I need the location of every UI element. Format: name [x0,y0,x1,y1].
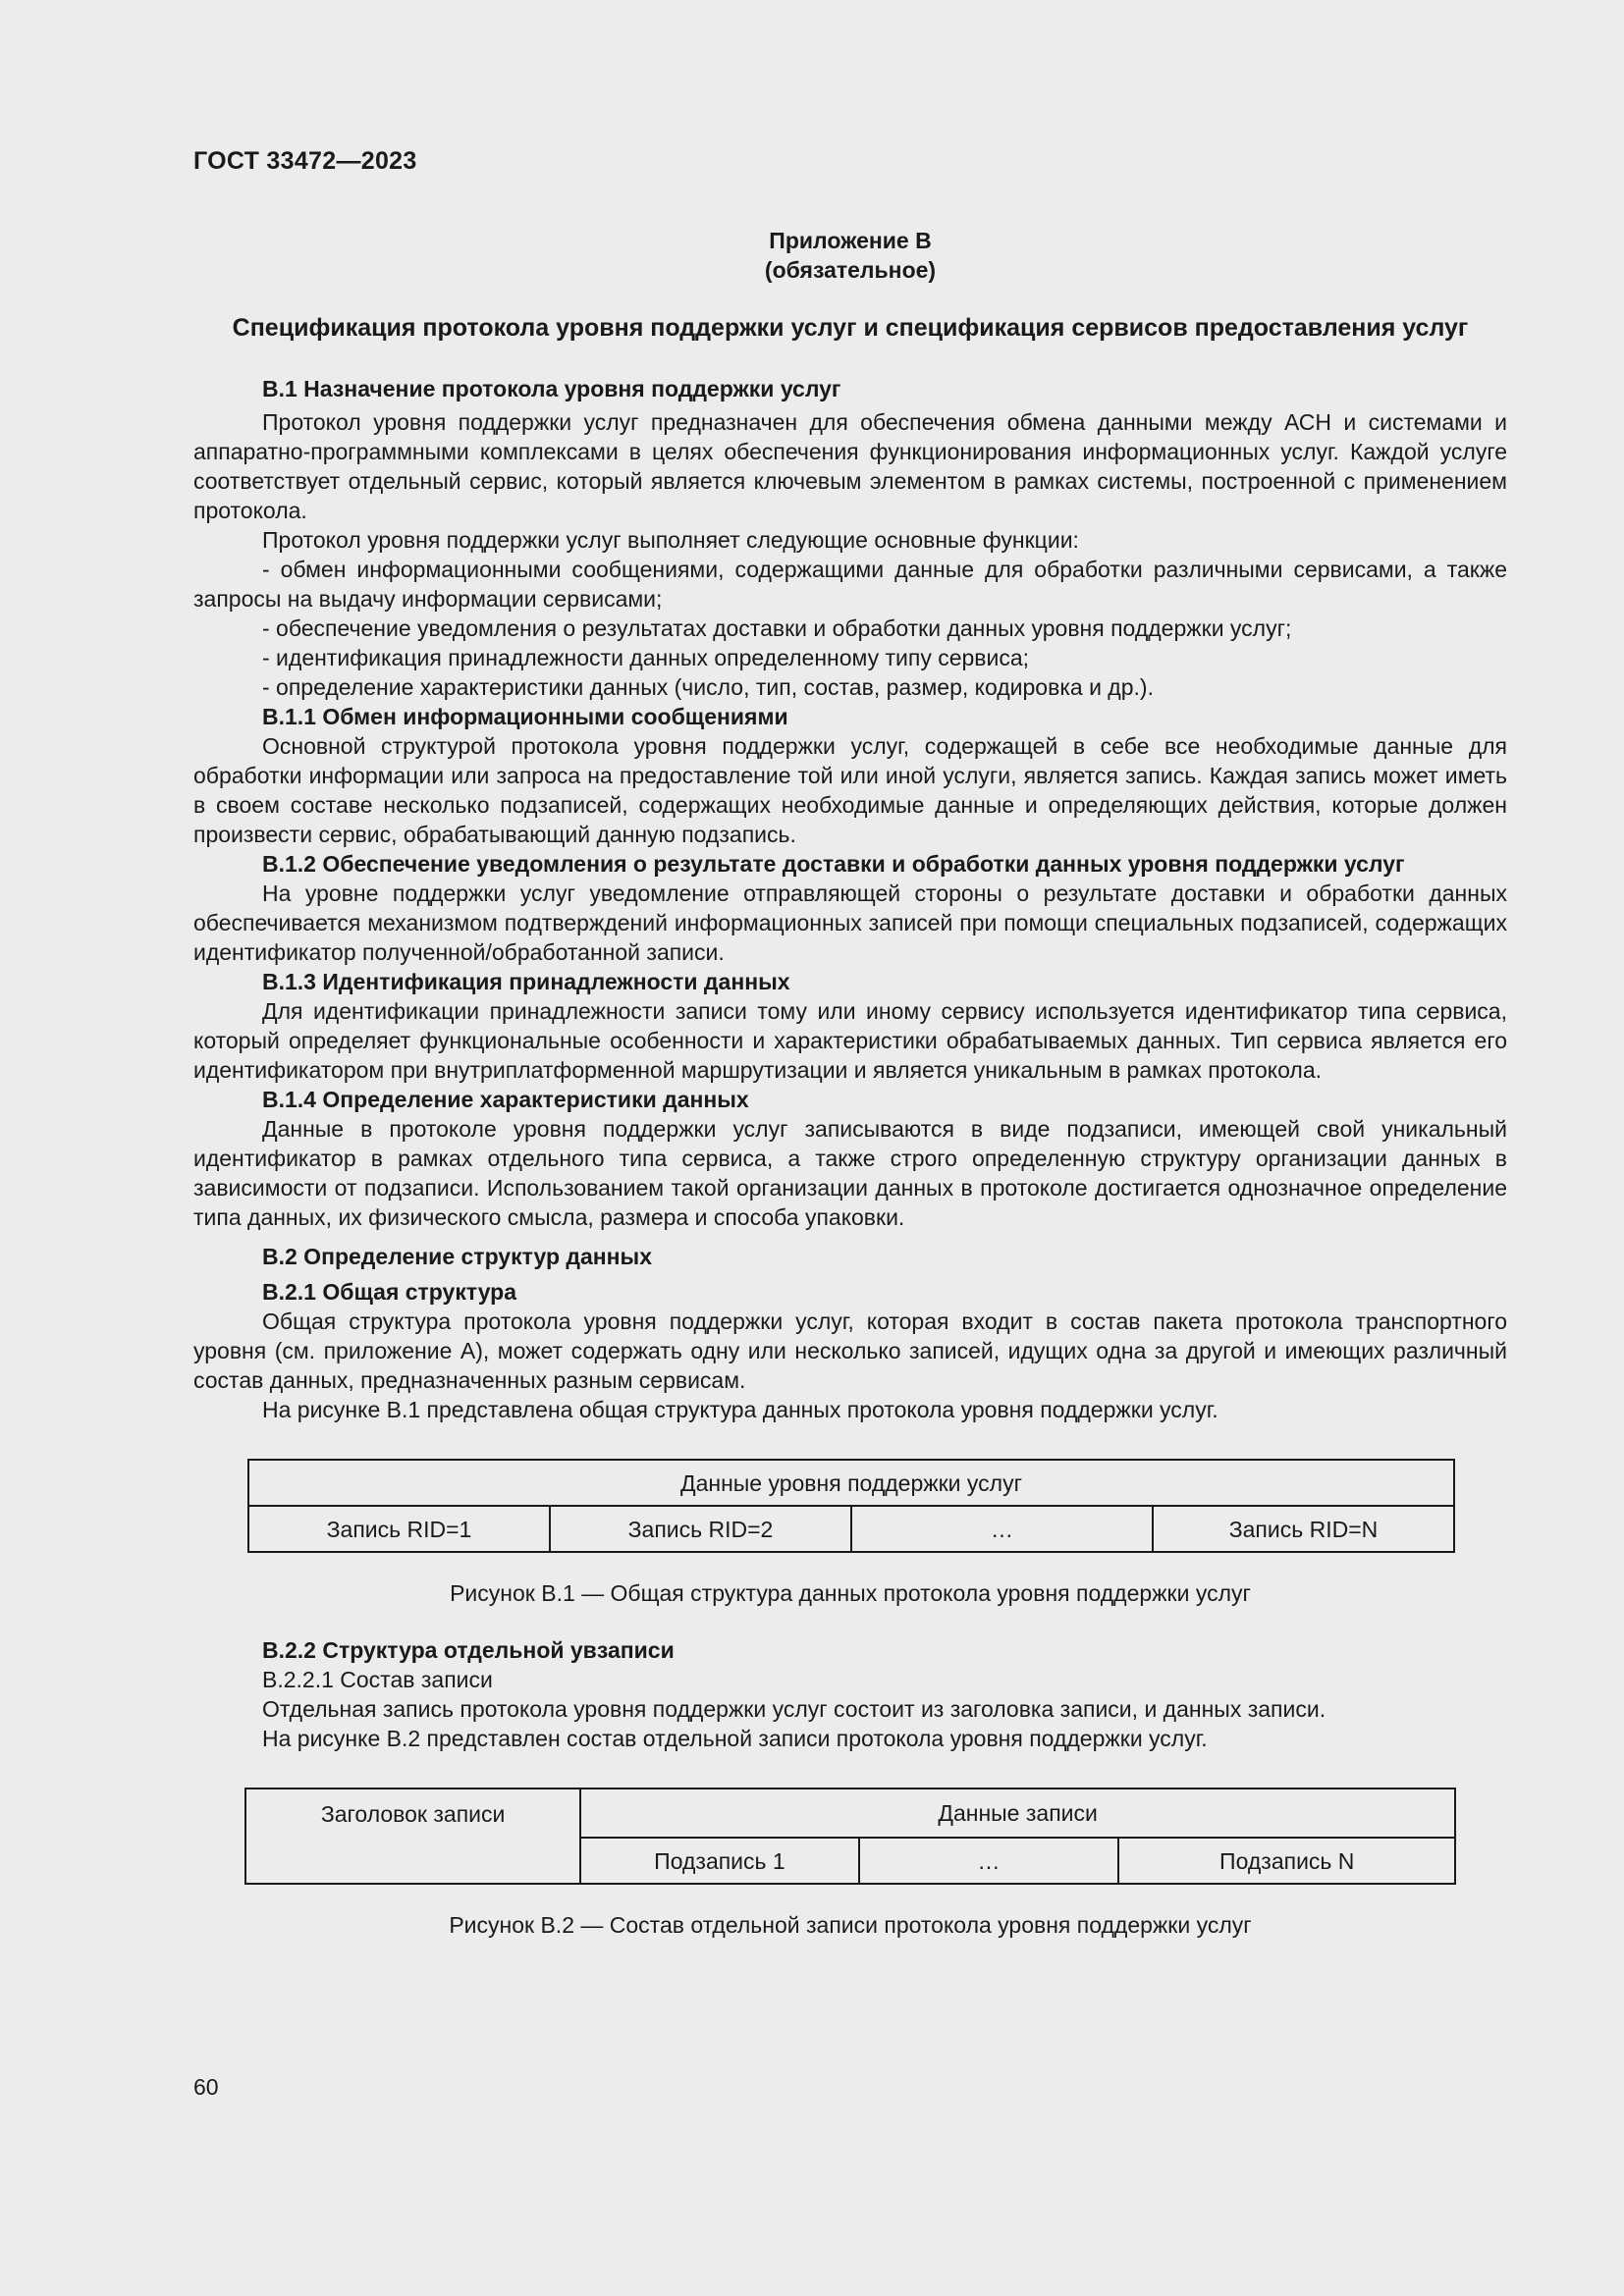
figure-b2-table [244,1788,1456,1885]
section-b11-heading: В.1.1 Обмен информационными сообщениями [262,704,788,729]
figure-b2-cell: Подзапись N [1118,1838,1455,1884]
paragraph: Для идентификации принадлежности записи тому или иному сервису используется идентификатор типа сервиса, который определяет функциональные особенности и характеристики обрабатываемых данных. Тип сервиса является его идентификатором при внутриплатформенной маршрутизации и является уникальным в рамках протокола. [193,998,1507,1083]
figure-b1-caption: Рисунок В.1 — Общая структура данных протокола уровня поддержки услуг [450,1580,1251,1606]
section-b21-heading: В.2.1 Общая структура [262,1279,517,1305]
paragraph: На уровне поддержки услуг уведомление отправляющей стороны о результате доставки и обработки данных обеспечивается механизмом подтверждений информационных записей при помощи специальных подзаписей, содержащих идентификатор полученной/обработанной записи. [193,881,1507,965]
section-b22-heading: В.2.2 Структура отдельной увзаписи [262,1637,675,1663]
paragraph: На рисунке В.1 представлена общая структура данных протокола уровня поддержки услуг. [262,1397,1218,1422]
figure-b2-caption: Рисунок В.2 — Состав отдельной записи протокола уровня поддержки услуг [449,1912,1252,1938]
paragraph: Основной структурой протокола уровня поддержки услуг, содержащей в себе все необходимые данные для обработки информации или запроса на предоставление той или иной услуги, является запись. Каждая запись может иметь в своем составе несколько подзаписей, содержащих необходимые данные и определяющих действия, которые должен произвести сервис, обрабатывающий данную подзапись. [193,733,1507,847]
figure-b2-header-cell: Заголовок записи [245,1789,580,1884]
paragraph: Общая структура протокола уровня поддержки услуг, которая входит в состав пакета протокола транспортного уровня (см. приложение А), может содержать одну или несколько записей, идущих одна за другой и имеющих различный состав данных, предназначенных разным сервисам. [193,1308,1507,1393]
appendix-status: (обязательное) [764,257,937,283]
list-item: - обеспечение уведомления о результатах доставки и обработки данных уровня поддержки услуг; [262,615,1292,641]
list-item: - определение характеристики данных (число, тип, состав, размер, кодировка и др.). [262,674,1154,700]
section-b14-heading: В.1.4 Определение характеристики данных [262,1087,749,1112]
doc-code-header: ГОСТ 33472—2023 [193,147,417,175]
figure-b2-data-cell: Данные записи [580,1789,1455,1838]
page-number: 60 [193,2074,219,2100]
page-content [193,226,1507,1940]
figure-b1-cell: Запись RID=1 [248,1506,550,1552]
figure-b1-table [247,1459,1455,1553]
document-title: Спецификация протокола уровня поддержки услуг и спецификация сервисов предоставления услуг [232,314,1469,342]
figure-b2-cell: Подзапись 1 [580,1838,858,1884]
figure-b1-cell: Запись RID=2 [550,1506,851,1552]
list-item: - обмен информационными сообщениями, содержащими данные для обработки различными сервисами, а также запросы на выдачу информации сервисами; [193,557,1507,612]
figure-b2-cell: … [859,1838,1119,1884]
appendix-title: Приложение В [769,228,932,253]
paragraph: Протокол уровня поддержки услуг предназначен для обеспечения обмена данными между АСН и системами и аппаратно-программными комплексами в целях обеспечения функционирования информационных услуг. Каждой услуге соответствует отдельный сервис, который является ключевым элементом в рамках системы, построенной с применением протокола. [193,409,1507,523]
list-item: - идентификация принадлежности данных определенному типу сервиса; [262,645,1030,670]
figure-b1-cell: … [851,1506,1153,1552]
section-b12-heading: В.1.2 Обеспечение уведомления о результате доставки и обработки данных уровня поддержки услуг [262,851,1405,877]
paragraph: На рисунке В.2 представлен состав отдельной записи протокола уровня поддержки услуг. [262,1726,1208,1751]
section-b1-heading: В.1 Назначение протокола уровня поддержки услуг [262,376,841,401]
section-b2-heading: В.2 Определение структур данных [262,1244,652,1269]
figure-b1-top-cell: Данные уровня поддержки услуг [248,1460,1454,1506]
paragraph: Данные в протоколе уровня поддержки услуг записываются в виде подзаписи, имеющей свой уникальный идентификатор в рамках отдельного типа сервиса, а также строго определенную структуру организации данных в зависимости от подзаписи. Использованием такой организации данных в протоколе достигается однозначное определение типа данных, их физического смысла, размера и способа упаковки. [193,1116,1507,1230]
section-b13-heading: В.1.3 Идентификация принадлежности данных [262,969,790,994]
paragraph: Протокол уровня поддержки услуг выполняет следующие основные функции: [262,527,1079,553]
paragraph: Отдельная запись протокола уровня поддержки услуг состоит из заголовка записи, и данных записи. [262,1696,1326,1722]
figure-b1-cell: Запись RID=N [1153,1506,1454,1552]
subsection-b221: В.2.2.1 Состав записи [262,1667,493,1692]
